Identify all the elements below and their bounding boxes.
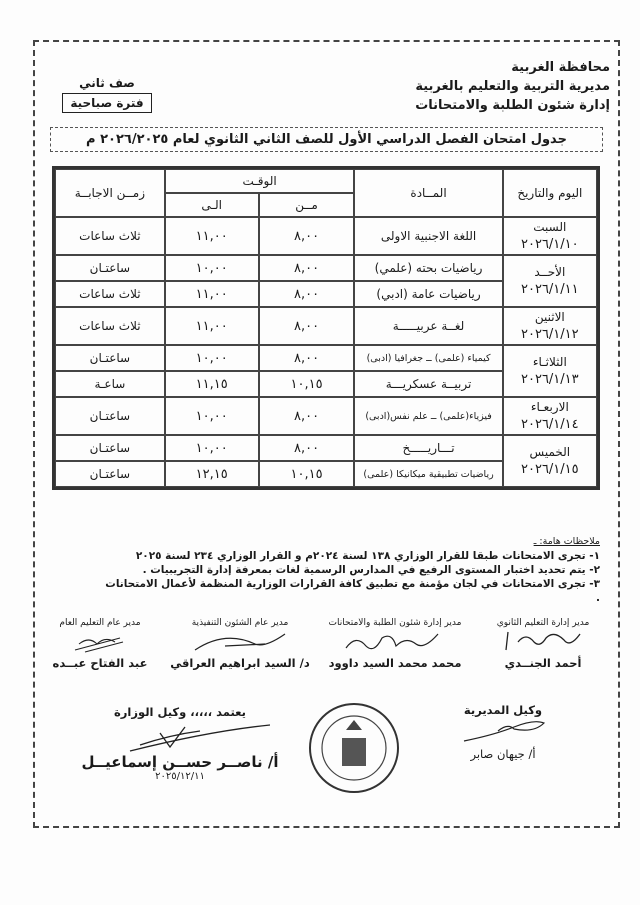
day-date-cell — [503, 397, 597, 435]
time-from-cell: ٨,٠٠ — [259, 397, 355, 435]
subject-cell: رياضيات عامة (ادبي) — [354, 281, 502, 307]
approval-date: ٢٠٢٥/١٢/١١ — [155, 771, 205, 782]
time-from-cell: ٨,٠٠ — [259, 217, 355, 255]
time-to-cell: ١٠,٠٠ — [165, 397, 259, 435]
subject-cell: تربيــة عسكريـــة — [354, 371, 502, 397]
time-from-cell: ٨,٠٠ — [259, 281, 355, 307]
day-name: الثلاثـاء — [532, 355, 567, 369]
subject-cell: رياضيات تطبيقية ميكانيكا (علمى) — [354, 461, 502, 487]
day-name: السبت — [533, 220, 567, 234]
day-date-cell — [503, 217, 597, 255]
handwritten-signature-icon — [498, 628, 588, 656]
note-item: ١- تجرى الامتحانات طبقا للقرار الوزاري ١٣٨ لسنة ٢٠٢٤م و القرار الوزاري ٢٣٤ لسنة ٢٠٢٥ — [135, 550, 600, 562]
time-to-cell: ١١,٠٠ — [165, 307, 259, 345]
exam-date: ٢٠٢٦/١/١٣ — [521, 372, 579, 387]
handwritten-signature-icon — [185, 628, 295, 656]
schedule-row — [55, 217, 597, 255]
time-to-cell: ١١,٠٠ — [165, 281, 259, 307]
duration-cell: ثلاث ساعات — [55, 307, 165, 345]
exam-date: ٢٠٢٦/١/١٠ — [521, 237, 579, 252]
day-name: الخميس — [529, 445, 571, 459]
signature-block — [40, 618, 160, 670]
header-to: الـى — [165, 193, 259, 217]
governorate: محافظة الغربية — [511, 60, 610, 75]
schedule-body — [55, 217, 597, 487]
handwritten-signature-icon — [90, 719, 270, 753]
day-date-cell — [503, 435, 597, 487]
notes-title: ملاحظات هامة: ـ — [533, 536, 600, 547]
time-to-cell: ١٠,٠٠ — [165, 345, 259, 371]
schedule-title: جدول امتحان الفصل الدراسي الأول للصف الثاني الثانوي لعام ٢٠٢٦/٢٠٢٥ م — [50, 127, 603, 152]
signatory-role: مدير إدارة شئون الطلبة والامتحانات — [328, 618, 462, 628]
duration-cell: ساعتـان — [55, 461, 165, 487]
duration-cell: ثلاث ساعات — [55, 281, 165, 307]
signatory-name: عبد الفتاح عبــده — [52, 656, 148, 670]
approval-label: يعتمد ،،،،، وكيل الوزارة — [114, 705, 246, 719]
signatory-name: أ/ ناصــر حســن إسماعيــل — [81, 753, 279, 771]
header-day-date: اليوم والتاريخ — [503, 169, 597, 217]
directorate: مديرية التربية والتعليم بالغربية — [415, 79, 610, 94]
signatory-role: وكيل المديرية — [463, 703, 543, 717]
handwritten-signature-icon — [340, 628, 450, 656]
signature-block — [478, 618, 608, 670]
schedule-row — [55, 397, 597, 435]
exam-date: ٢٠٢٦/١/١٢ — [521, 327, 579, 342]
exam-date: ٢٠٢٦/١/١١ — [521, 282, 579, 297]
time-from-cell: ١٠,١٥ — [259, 461, 355, 487]
time-to-cell: ١٢,١٥ — [165, 461, 259, 487]
note-item: ٣- تجرى الامتحانات في لجان مؤمنة مع تطبيق كافة القرارات الوزارية المنظمة لأعمال الامتحانات . — [105, 578, 600, 604]
signatory-name: أحمد الجنــدي — [504, 656, 582, 670]
schedule-row — [55, 307, 597, 345]
subject-cell: تـــاريـــــخ — [354, 435, 502, 461]
schedule-row — [55, 435, 597, 461]
day-date-cell — [503, 255, 597, 307]
signature-block — [320, 618, 470, 670]
deputy-directorate-signature — [438, 703, 568, 761]
subject-cell: اللغة الاجنبية الاولى — [354, 217, 502, 255]
time-from-cell: ٨,٠٠ — [259, 255, 355, 281]
duration-cell: ساعتـان — [55, 255, 165, 281]
note-item: ٢- يتم تحديد اختبار المستوى الرفيع في المدارس الرسمية لغات بمعرفة إدارة التجريبيات . — [142, 564, 600, 576]
schedule-row — [55, 255, 597, 281]
header-subject: المــادة — [354, 169, 502, 217]
duration-cell: ساعتـان — [55, 345, 165, 371]
schedule-row — [55, 345, 597, 371]
issuer-header — [390, 58, 610, 115]
official-stamp-seal — [306, 700, 402, 796]
time-to-cell: ١٠,٠٠ — [165, 255, 259, 281]
header-from: مــن — [259, 193, 355, 217]
signatory-name: د/ السيد ابراهيم العراقي — [170, 656, 310, 670]
time-from-cell: ٨,٠٠ — [259, 435, 355, 461]
time-to-cell: ١٠,٠٠ — [165, 435, 259, 461]
time-from-cell: ٨,٠٠ — [259, 307, 355, 345]
handwritten-signature-icon — [65, 628, 135, 656]
exam-schedule-table — [52, 166, 600, 490]
day-date-cell — [503, 345, 597, 397]
shift-label: فترة صباحية — [62, 93, 152, 113]
exam-date: ٢٠٢٦/١/١٥ — [521, 462, 579, 477]
time-to-cell: ١١,٠٠ — [165, 217, 259, 255]
day-name: الاثنين — [534, 310, 565, 324]
time-from-cell: ٨,٠٠ — [259, 345, 355, 371]
time-to-cell: ١١,١٥ — [165, 371, 259, 397]
subject-cell: رياضيات بحته (علمي) — [354, 255, 502, 281]
grade-label: صف ثاني — [79, 76, 135, 90]
header-time: الوقـت — [165, 169, 355, 193]
exam-date: ٢٠٢٦/١/١٤ — [521, 417, 579, 432]
signatory-name: محمد محمد السيد داوود — [328, 656, 462, 670]
department: إدارة شئون الطلبة والامتحانات — [415, 98, 610, 113]
signatory-role: مدير عام التعليم العام — [59, 618, 141, 628]
notes-section — [100, 535, 600, 605]
day-name: الاربعـاء — [530, 400, 569, 414]
duration-cell: ساعتـان — [55, 397, 165, 435]
duration-cell: ساعـة — [55, 371, 165, 397]
signature-block — [170, 618, 310, 670]
subject-cell: كيمياء (علمى) ــ جغرافيا (ادبى) — [354, 345, 502, 371]
duration-cell: ساعتـان — [55, 435, 165, 461]
subject-cell: فيزياء(علمى) ــ علم نفس(ادبى) — [354, 397, 502, 435]
subject-cell: لغــة عربيـــــة — [354, 307, 502, 345]
time-from-cell: ١٠,١٥ — [259, 371, 355, 397]
signatory-role: مدير إدارة التعليم الثانوي — [496, 618, 590, 628]
signatory-name: أ/ جيهان صابر — [470, 747, 536, 761]
handwritten-signature-icon — [458, 717, 548, 747]
day-name: الأحــد — [534, 265, 566, 279]
header-duration: زمــن الاجابــة — [55, 169, 165, 217]
signatory-role: مدير عام الشئون التنفيذية — [191, 618, 289, 628]
grade-shift-box — [62, 76, 152, 113]
ministry-deputy-signature — [80, 705, 280, 782]
day-date-cell — [503, 307, 597, 345]
duration-cell: ثلاث ساعات — [55, 217, 165, 255]
